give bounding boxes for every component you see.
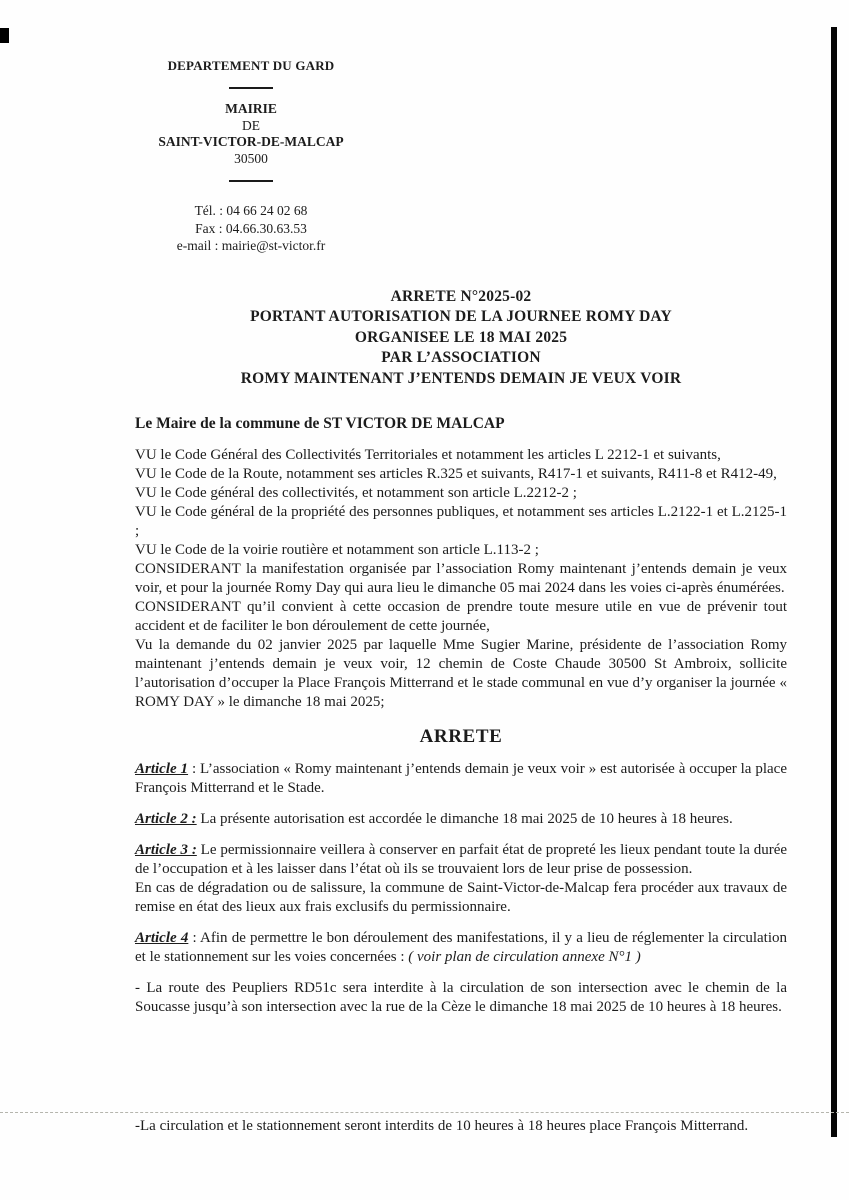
recitals-block [135, 446, 787, 712]
scan-artifact-edge-bar [831, 27, 837, 1137]
article-3-text: Le permissionnaire veillera à conserver en parfait état de propreté les lieux pendant toute la durée de l’occupation et à les laisser dans l’état où ils se trouvaient lors de leur prise de possession. [135, 842, 788, 877]
org-line-mairie: MAIRIE [225, 101, 277, 116]
article-1-text: L’association « Romy maintenant j’entends demain je veux voir » est autorisée à occuper la place François Mitterrand et le Stade. [135, 761, 787, 796]
recital-vu-3: VU le Code général des collectivités, et notamment son article L.2212-2 ; [135, 485, 577, 501]
recital-vu-2: VU le Code de la Route, notamment ses articles R.325 et suivants, R417-1 et suivants, R411-8 et R412-49, [135, 466, 777, 482]
letterhead [135, 58, 367, 255]
article-1-separator: : [188, 761, 201, 777]
divider-line [229, 87, 273, 89]
article-1 [135, 760, 787, 798]
title-line-subject: PORTANT AUTORISATION DE LA JOURNEE ROMY DAY [250, 308, 672, 325]
recital-considerant-2: CONSIDERANT qu’il convient à cette occasion de prendre toute mesure utile en vue de prévenir tout accident et de faciliter le bon déroulement de cette journée, [135, 599, 787, 634]
recital-demande: Vu la demande du 02 janvier 2025 par laquelle Mme Sugier Marine, présidente de l’association Romy maintenant j’entends demain je veux voir, 12 chemin de Coste Chaude 30500 St Ambroix, sollicite l’autorisation d’occuper la Place François Mitterrand et le stade communal en vue d’y organiser la journée « ROMY DAY » le dimanche 18 mai 2025; [135, 637, 787, 710]
letterhead-divider-bottom [135, 178, 367, 182]
org-line-commune: SAINT-VICTOR-DE-MALCAP [158, 134, 344, 149]
road-closure-item: - La route des Peupliers RD51c sera interdite à la circulation de son intersection avec le chemin de la Soucasse jusqu’à son intersection avec la rue de la Cèze le dimanche 18 mai 2025 de 10 heures à 18 heures. [135, 980, 787, 1015]
org-line-de: DE [242, 117, 260, 133]
title-line-association: PAR L’ASSOCIATION [381, 349, 541, 366]
intro-line: Le Maire de la commune de ST VICTOR DE MALCAP [135, 415, 505, 432]
contact-email: e-mail : mairie@st-victor.fr [176, 238, 326, 253]
document-content [135, 58, 787, 1017]
recital-vu-5: VU le Code de la voirie routière et notamment son article L.113-2 ; [135, 542, 539, 558]
recital-considerant-1: CONSIDERANT la manifestation organisée par l’association Romy maintenant j’entends demain je veux voir, et pour la journée Romy Day qui aura lieu le dimanche 05 mai 2024 dans les voies ci-après énumérées. [135, 561, 787, 596]
department-name: DEPARTEMENT DU GARD [167, 58, 335, 73]
article-3 [135, 841, 787, 879]
article-3-paragraph-2: En cas de dégradation ou de salissure, la commune de Saint-Victor-de-Malcap fera procéder aux travaux de remise en état des lieux aux frais exclusifs du permissionnaire. [135, 880, 787, 915]
article-4-annex-note: ( voir plan de circulation annexe N°1 ) [408, 949, 641, 965]
scan-fold-line [0, 1112, 849, 1113]
org-name-block [135, 101, 367, 167]
title-line-association-name: ROMY MAINTENANT J’ENTENDS DEMAIN JE VEUX VOIR [240, 369, 682, 387]
title-line-number: ARRETE N°2025-02 [390, 287, 532, 305]
contact-fax: Fax : 04.66.30.63.53 [195, 220, 307, 236]
article-2-text: La présente autorisation est accordée le dimanche 18 mai 2025 de 10 heures à 18 heures. [200, 811, 733, 827]
decree-title [135, 287, 787, 390]
decree-heading: ARRETE [419, 726, 503, 747]
parking-restriction-line: -La circulation et le stationnement seront interdits de 10 heures à 18 heures place François Mitterrand. [135, 1118, 749, 1134]
scan-artifact-corner [0, 28, 9, 43]
divider-line [229, 180, 273, 182]
contact-tel: Tél. : 04 66 24 02 68 [194, 203, 308, 218]
article-4-separator: : [188, 930, 201, 946]
title-line-date: ORGANISEE LE 18 MAI 2025 [354, 328, 568, 346]
org-line-postal-code: 30500 [234, 150, 268, 166]
article-4 [135, 929, 787, 967]
article-3-label: Article 3 : [135, 842, 197, 858]
recital-vu-1: VU le Code Général des Collectivités Territoriales et notamment les articles L 2212-1 et suivants, [135, 447, 721, 463]
article-4-label: Article 4 [135, 930, 189, 946]
article-2 [135, 810, 787, 829]
recital-vu-4: VU le Code général de la propriété des personnes publiques, et notamment ses articles L.2122-1 et L.2125-1 ; [135, 504, 787, 539]
article-1-label: Article 1 [135, 761, 189, 777]
letterhead-divider-top [135, 85, 367, 89]
article-4-text: Afin de permettre le bon déroulement des manifestations, il y a lieu de réglementer la circulation et le stationnement sur les voies concernées : [135, 930, 787, 965]
article-2-label: Article 2 : [135, 811, 197, 827]
contact-block [135, 202, 367, 255]
